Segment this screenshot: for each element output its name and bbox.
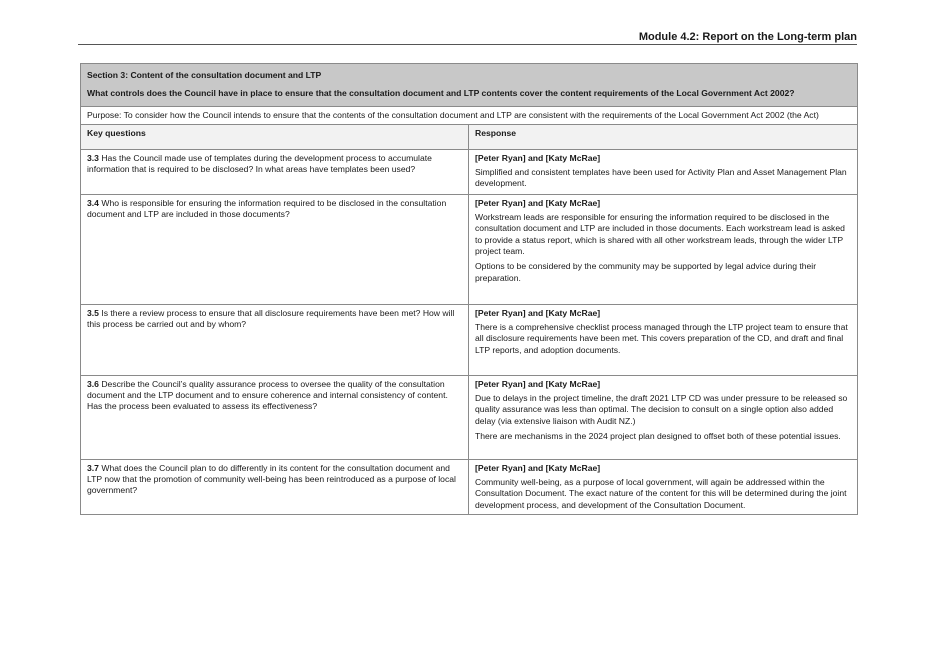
- response-paragraph: Workstream leads are responsible for ensuring the information required to be disclosed in the consultation document and LTP are included in those documents. Each workstream lead is asked to provide a status report, which is shared with all other workstream leads, through the wider LTP project team.: [475, 212, 845, 257]
- purpose-text: Purpose: To consider how the Council intends to ensure that the contents of the consultation document and LTP are consistent with the requirements of the Local Government Act 2002 (the Act): [81, 106, 858, 124]
- column-header-key-questions: Key questions: [81, 124, 469, 149]
- table-row: [81, 149, 858, 194]
- purpose-row: [81, 106, 858, 124]
- question-number: 3.5: [87, 307, 99, 318]
- question-number: 3.4: [87, 197, 99, 208]
- respondents: [Peter Ryan] and [Katy McRae]: [475, 152, 601, 163]
- column-header-row: [81, 124, 858, 149]
- table-row: [81, 459, 858, 514]
- response-cell: [469, 304, 858, 375]
- respondents: [Peter Ryan] and [Katy McRae]: [475, 462, 601, 473]
- question-cell: [81, 375, 469, 459]
- question-cell: [81, 149, 469, 194]
- table-row: [81, 375, 858, 459]
- response-paragraph: Community well-being, as a purpose of local government, will again be addressed within the Consultation Document. The exact nature of the content for this will be determined during the joint development process, and development of the Consultation Document.: [475, 477, 847, 510]
- questions-table: [80, 63, 858, 515]
- response-paragraph: There are mechanisms in the 2024 project plan designed to offset both of these potential issues.: [475, 431, 841, 442]
- question-number: 3.7: [87, 462, 99, 473]
- response-paragraph: Options to be considered by the community may be supported by legal advice during their preparation.: [475, 261, 817, 283]
- respondents: [Peter Ryan] and [Katy McRae]: [475, 378, 601, 389]
- response-cell: [469, 375, 858, 459]
- question-cell: [81, 194, 469, 304]
- question-text: Describe the Council’s quality assurance process to oversee the quality of the consultation document and the LTP document and to ensure coherence and internal consistency of content. Has the process been evaluated to assess its effectiveness?: [87, 378, 448, 412]
- question-cell: [81, 304, 469, 375]
- question-text: Has the Council made use of templates during the development process to accumulate information that is required to be disclosed? In what areas have templates been used?: [87, 152, 432, 175]
- respondents: [Peter Ryan] and [Katy McRae]: [475, 197, 601, 208]
- question-text: Is there a review process to ensure that all disclosure requirements have been met? How will this process be carried out and by whom?: [87, 307, 455, 330]
- question-number: 3.3: [87, 152, 99, 163]
- section-header-cell: [81, 64, 858, 107]
- response-cell: [469, 149, 858, 194]
- table-row: [81, 194, 858, 304]
- question-number: 3.6: [87, 378, 99, 389]
- response-paragraph: Due to delays in the project timeline, the draft 2021 LTP CD was under pressure to be released so quality assurance was less than optimal. The decision to consult on a single option also added delay (via extensive liaison with Audit NZ.): [475, 393, 848, 426]
- header-divider: [78, 44, 857, 45]
- question-text: What does the Council plan to do differently in its content for the consultation document and LTP now that the promotion of community well-being has been reintroduced as a purpose of local government?: [87, 462, 456, 496]
- column-header-response: Response: [469, 124, 858, 149]
- response-cell: [469, 194, 858, 304]
- response-paragraph: Simplified and consistent templates have been used for Activity Plan and Asset Management Plan development.: [475, 167, 847, 189]
- respondents: [Peter Ryan] and [Katy McRae]: [475, 307, 601, 318]
- question-cell: [81, 459, 469, 514]
- module-title: Module 4.2: Report on the Long-term plan: [638, 31, 857, 43]
- section-question: What controls does the Council have in place to ensure that the consultation document and LTP contents cover the content requirements of the Local Government Act 2002?: [87, 88, 795, 99]
- section-header-row: [81, 64, 858, 107]
- response-cell: [469, 459, 858, 514]
- table-row: [81, 304, 858, 375]
- response-paragraph: There is a comprehensive checklist process managed through the LTP project team to ensure that all disclosure requirements have been met. This covers preparation of the CD, and draft and final LTP reports, and adoption documents.: [475, 322, 848, 355]
- section-title: Section 3: Content of the consultation document and LTP: [87, 70, 322, 80]
- question-text: Who is responsible for ensuring the information required to be disclosed in the consultation document and LTP are included in those documents?: [87, 197, 447, 220]
